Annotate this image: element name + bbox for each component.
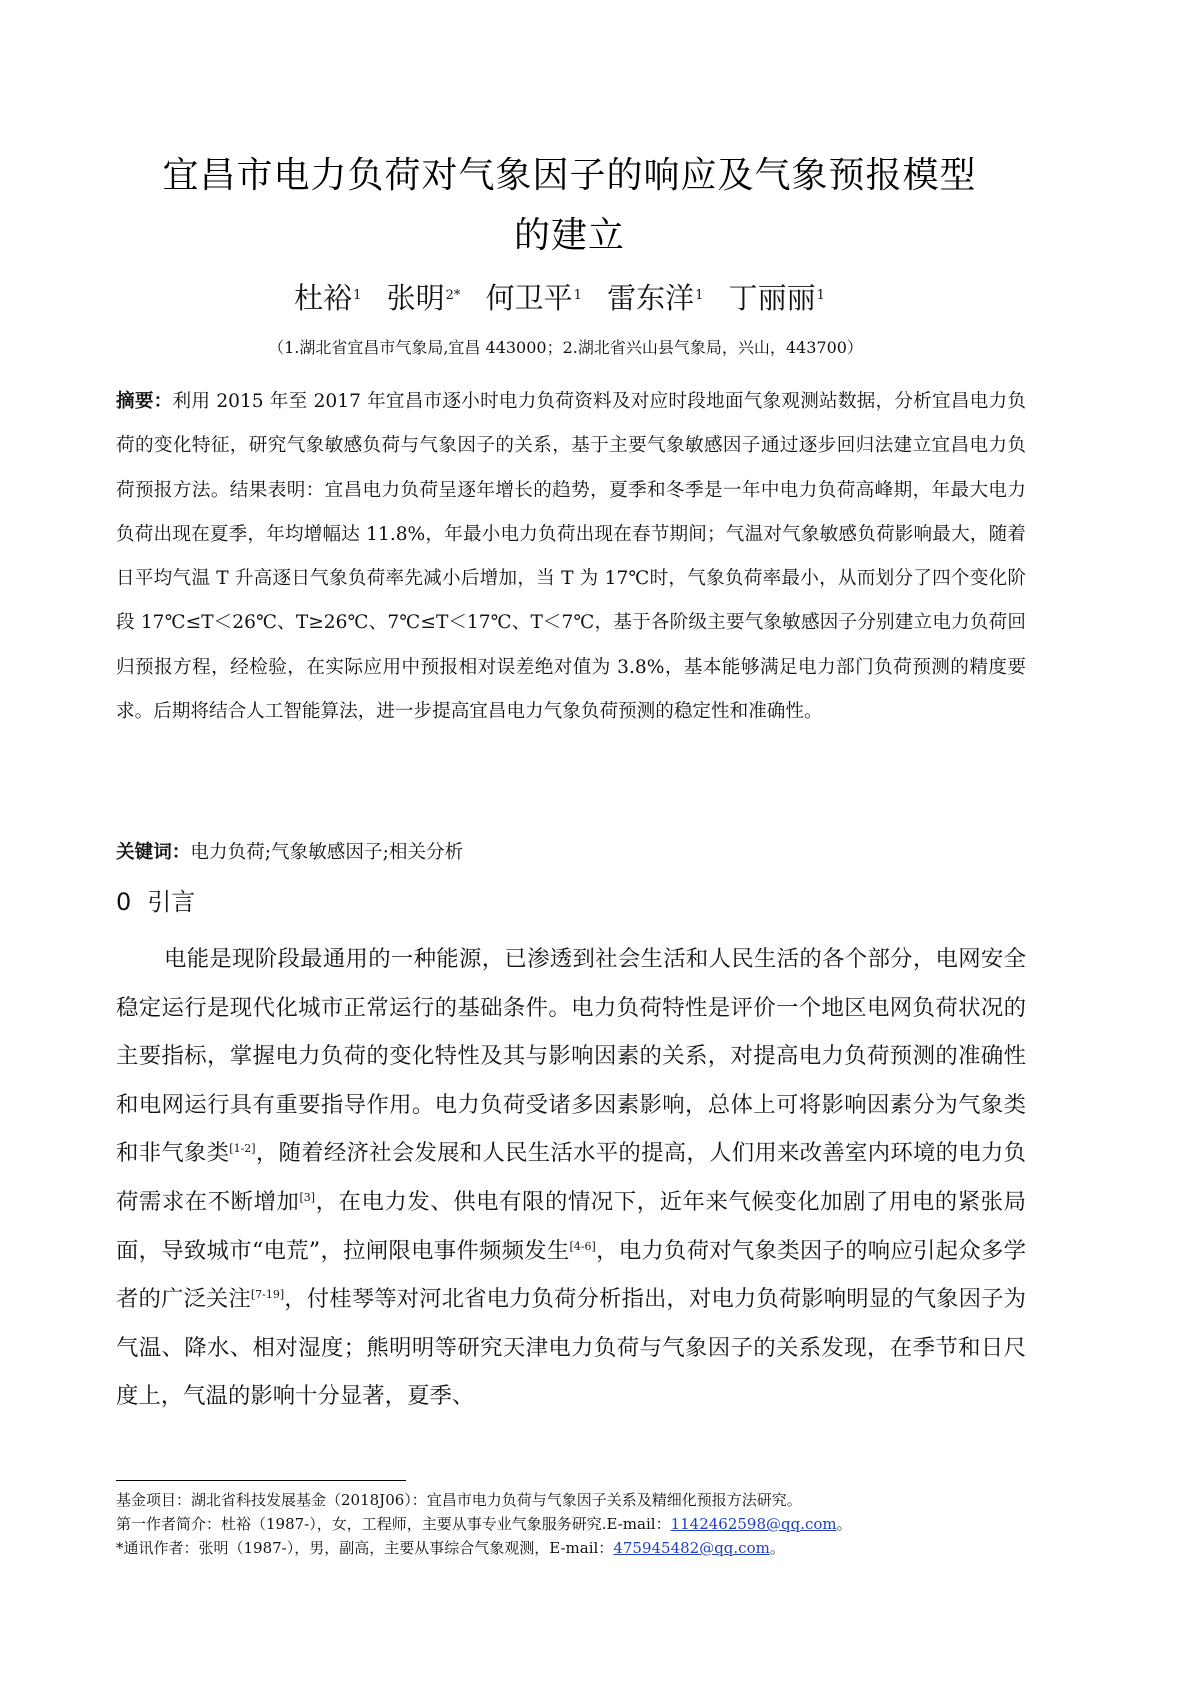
paper-title-line-1: 宜昌市电力负荷对气象因子的响应及气象预报模型 — [162, 155, 977, 196]
abstract — [116, 380, 1026, 734]
footnote-divider — [116, 1480, 406, 1481]
affiliation: （1.湖北省宜昌市气象局,宜昌 443000；2.湖北省兴山县气象局，兴山，443700） — [268, 338, 863, 357]
body-paragraph — [116, 935, 1026, 1421]
author — [607, 281, 703, 315]
author-affiliation-mark: 1 — [573, 288, 582, 303]
citation[interactable]: [7-19] — [250, 1288, 285, 1302]
footnote-first-author — [116, 1512, 1056, 1536]
citation[interactable]: [4-6] — [569, 1239, 596, 1253]
footnote-text: *通讯作者：张明（1987-），男，副高，主要从事综合气象观测，E-mail： — [116, 1539, 614, 1557]
corresponding-author-email-link[interactable]: 475945482@qq.com — [613, 1539, 770, 1557]
author-affiliation-mark: 1 — [695, 288, 704, 303]
body-text-run: 电能是现阶段最通用的一种能源，已渗透到社会生活和人民生活的各个部分，电网安全稳定运行是现代化城市正常运行的基础条件。电力负荷特性是评价一个地区电网负荷状况的主要指标，掌握电力负荷的变化特性及其与影响因素的关系，对提高电力负荷预测的准确性和电网运行具有重要指导作用。电力负荷受诸多因素影响，总体上可将影响因素分为气象类和非气象类 — [116, 946, 1026, 1167]
keywords-text: 电力负荷;气象敏感因子;相关分析 — [190, 842, 464, 863]
author-affiliation-mark: 1 — [353, 288, 362, 303]
body-text-run: ，在电力发、供电有限的情况下，近年来气候变化加剧了用电的紧张局面，导致城市“电荒”，拉闸限电事件频频发生 — [116, 1188, 1027, 1264]
abstract-label: 摘要： — [116, 391, 173, 412]
footnote-text: 。 — [769, 1539, 785, 1557]
author-name: 何卫平 — [485, 281, 573, 315]
section-heading — [116, 886, 195, 918]
author-name: 雷东洋 — [607, 281, 695, 315]
citation[interactable]: [1-2] — [229, 1142, 256, 1156]
keywords-label: 关键词： — [116, 842, 191, 863]
first-author-email-link[interactable]: 1142462598@qq.com — [670, 1515, 837, 1533]
author-name: 杜裕 — [294, 281, 353, 315]
author — [294, 281, 361, 315]
section-title: 引言 — [147, 888, 196, 916]
paper-title-line-2: 的建立 — [513, 215, 625, 256]
author — [729, 281, 825, 315]
section-number: 0 — [116, 888, 132, 916]
citation[interactable]: [3] — [299, 1190, 316, 1204]
footnote-text: 第一作者简介：杜裕（1987-），女，工程师，主要从事专业气象服务研究.E-mail： — [116, 1515, 671, 1533]
abstract-text: 利用 2015 年至 2017 年宜昌市逐小时电力负荷资料及对应时段地面气象观测站数据，分析宜昌电力负荷的变化特征，研究气象敏感负荷与气象因子的关系，基于主要气象敏感因子通过逐步回归法建立宜昌电力负荷预报方法。结果表明：宜昌电力负荷呈逐年增长的趋势，夏季和冬季是一年中电力负荷高峰期，年最大电力负荷出现在夏季，年均增幅达 11.8%，年最小电力负荷出现在春节期间；气温对气象敏感负荷影响最大，随着日平均气温 T 升高逐日气象负荷率先减小后增加，当 T 为 17℃时，气象负荷率最小，从而划分了四个变化阶段 17℃≤T＜26℃、T≥26℃、7℃≤T＜17℃、T＜7℃，基于各阶级主要气象敏感因子分别建立电力负荷回归预报方程，经检验，在实际应用中预报相对误差绝对值为 3.8%，基本能够满足电力部门负荷预测的精度要求。后期将结合人工智能算法，进一步提高宜昌电力气象负荷预测的稳定性和准确性。 — [116, 391, 1026, 723]
author-name: 丁丽丽 — [728, 281, 816, 315]
author-list — [0, 280, 1155, 316]
footnotes — [116, 1488, 1056, 1560]
body-text — [116, 935, 1026, 1421]
author-affiliation-mark: 1 — [816, 288, 825, 303]
body-text-run: ，电力负荷对气象类因子的响应引起众多学者的广泛关注 — [116, 1237, 1026, 1313]
body-text-run: ，随着经济社会发展和人民生活水平的提高，人们用来改善室内环境的电力负荷需求在不断增加 — [116, 1140, 1027, 1215]
footnote-corresponding-author — [116, 1536, 1056, 1560]
author — [486, 281, 582, 315]
author-name: 张明 — [386, 281, 445, 315]
footnote-fund: 基金项目：湖北省科技发展基金（2018J06）：宜昌市电力负荷与气象因子关系及精细化预报方法研究。 — [116, 1491, 802, 1509]
author — [387, 281, 461, 315]
body-text-run: ，付桂琴等对河北省电力负荷分析指出，对电力负荷影响明显的气象因子为气温、降水、相对湿度；熊明明等研究天津电力负荷与气象因子的关系发现，在季节和日尺度上，气温的影响十分显著，夏季、 — [116, 1286, 1027, 1410]
author-affiliation-mark: 2* — [445, 288, 461, 303]
footnote-text: 。 — [836, 1515, 852, 1533]
keywords — [116, 838, 1026, 868]
